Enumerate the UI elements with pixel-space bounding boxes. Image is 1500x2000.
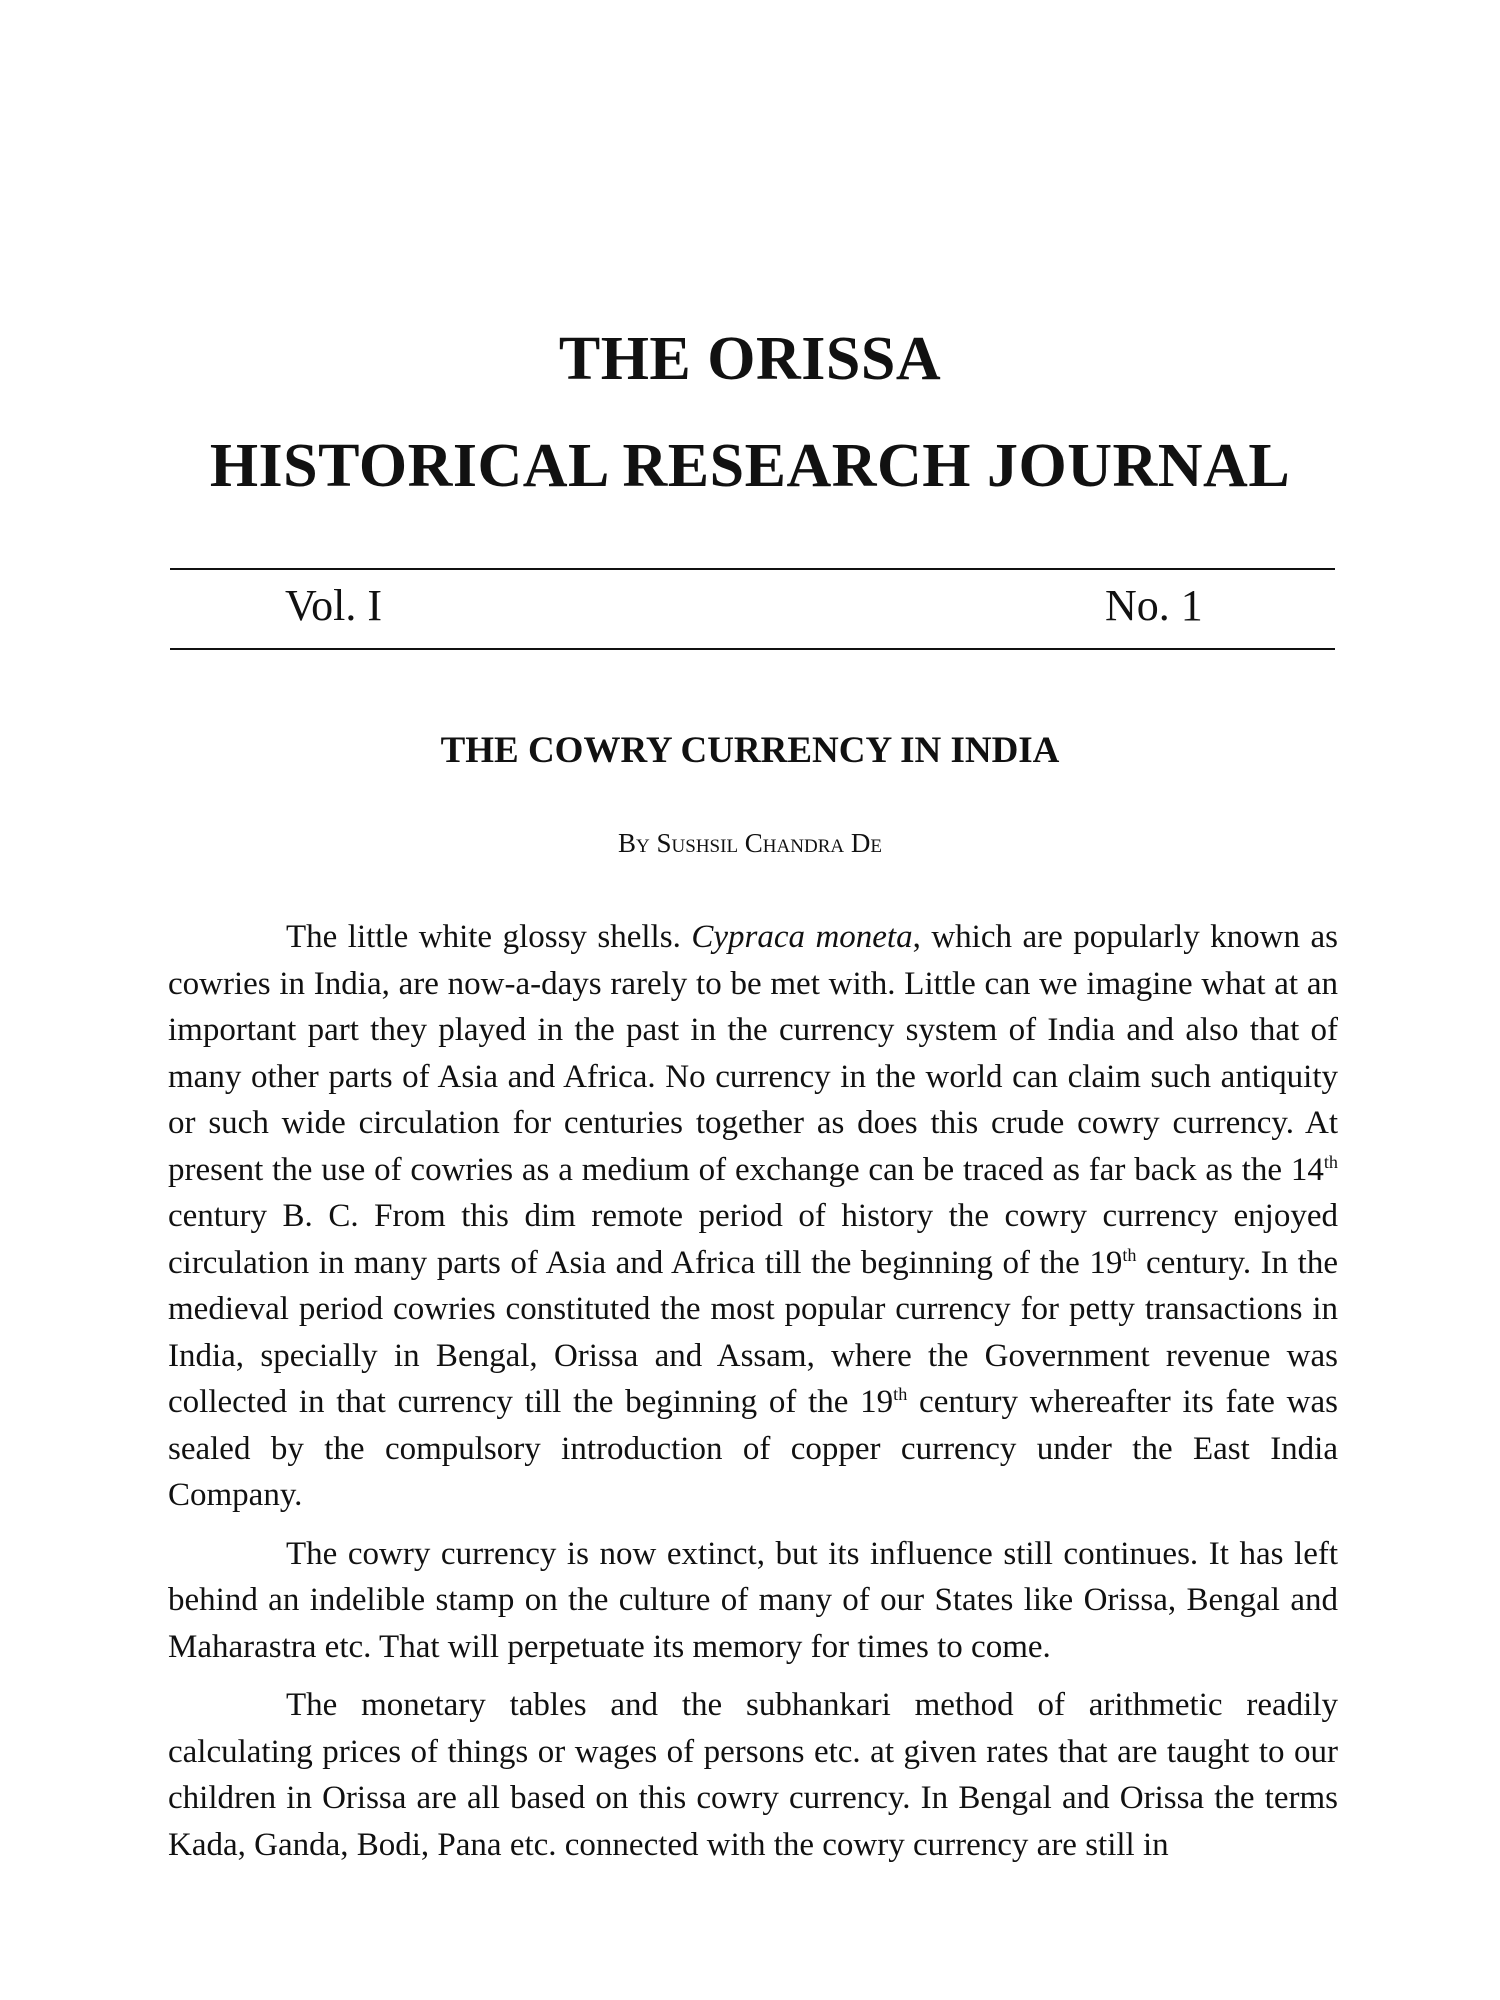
journal-title-line-2: HISTORICAL RESEARCH JOURNAL bbox=[209, 432, 1291, 500]
ordinal-suffix: th bbox=[1323, 1151, 1338, 1172]
paragraph-1-part-3: century. In the medieval period cowries constituted the most popular currency for petty transactions in India, specially in Bengal, Orissa and Assam, where the Government revenue was collected in that currency till the beginning of the 19 bbox=[168, 1244, 1338, 1420]
top-divider bbox=[170, 568, 1335, 570]
paragraph-1-lead: The little white glossy shells. bbox=[286, 919, 692, 955]
paragraph-1-part-4: century whereafter its fate was sealed by the compulsory introduction of copper currency under the East India Company. bbox=[168, 1384, 1338, 1513]
paragraph-1-part-2: century B. C. From this dim remote period of history the cowry currency enjoyed circulation in many parts of Asia and Africa till the beginning of the 19 bbox=[168, 1198, 1338, 1281]
species-name: Cypraca moneta bbox=[691, 919, 913, 955]
ordinal-suffix: th bbox=[893, 1384, 908, 1404]
paragraph-3: The monetary tables and the subhankari method of arithmetic readily calculating prices of things or wages of persons etc. at given rates that are taught to our children in Orissa are all based on this cowry currency. In Bengal and Orissa the terms Kada, Ganda, Bodi, Pana etc. connected with the cowry currency are still in bbox=[168, 1687, 1338, 1863]
article-body bbox=[168, 914, 1338, 1868]
ordinal-suffix: th bbox=[1122, 1244, 1137, 1265]
bottom-divider bbox=[170, 648, 1335, 650]
paragraph-1 bbox=[168, 914, 1338, 1519]
volume-label: Vol. I bbox=[285, 581, 382, 630]
article-byline: By Sushsil Chandra De bbox=[618, 828, 882, 858]
paragraph-2: The cowry currency is now extinct, but its influence still continues. It has left behind an indelible stamp on the culture of many of our States like Orissa, Bengal and Maharastra etc. That will perpetuate its memory for times to come. bbox=[168, 1535, 1338, 1665]
paragraph-1-part-1: , which are popularly known as cowries in India, are now-a-days rarely to be met with. Little can we imagine what at an important part they played in the past in the currency system of India and also that of many other parts of Asia and Africa. No currency in the world can claim such antiquity or such wide circulation for centuries together as does this crude cowry currency. At present the use of cowries as a medium of exchange can be traced as far back as the 14 bbox=[168, 919, 1338, 1188]
article-title: THE COWRY CURRENCY IN INDIA bbox=[440, 730, 1060, 771]
journal-title-line-1: THE ORISSA bbox=[558, 325, 942, 393]
issue-number-label: No. 1 bbox=[1105, 581, 1203, 630]
